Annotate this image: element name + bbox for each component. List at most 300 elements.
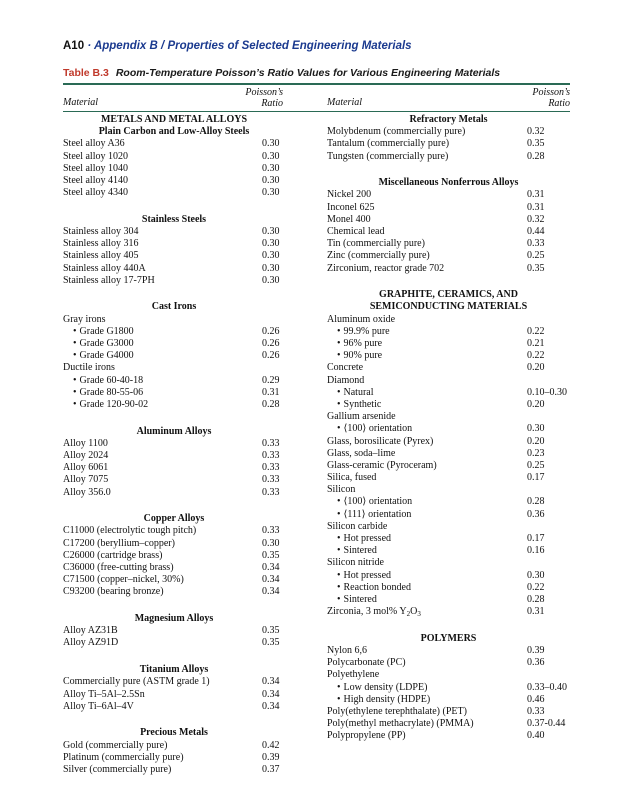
poissons-ratio-value: 0.22: [527, 325, 545, 337]
section-gap: [63, 599, 285, 611]
material-name: [337, 496, 412, 507]
poissons-ratio-value: 0.17: [527, 472, 545, 484]
material-name-text: Nylon 6,6: [327, 645, 367, 656]
material-name: [63, 175, 128, 186]
material-name-text: Natural: [343, 386, 374, 398]
material-name-text: C93200 (bearing bronze): [63, 586, 164, 598]
material-name: [327, 521, 387, 532]
subscript: 2: [406, 610, 411, 619]
material-name-text: Poly(methyl methacrylate) (PMMA): [327, 718, 474, 730]
poissons-ratio-value: 0.23: [527, 447, 545, 459]
left-column-header: [63, 84, 285, 111]
table-row: [63, 752, 285, 764]
material-name: [327, 448, 395, 459]
table-row: [63, 676, 285, 688]
material-header: Material: [63, 96, 98, 108]
material-name-text: C36000 (free-cutting brass): [63, 562, 174, 573]
material-name: [63, 238, 139, 249]
bullet: •: [73, 325, 77, 337]
ratio-header-line1: Poisson’s: [245, 87, 283, 98]
poissons-ratio-value: 0.33: [527, 705, 545, 717]
material-name: [73, 350, 134, 361]
table-row: [63, 487, 285, 499]
material-name-text: Alloy 2024: [63, 450, 109, 461]
bullet: •: [337, 581, 341, 593]
bullet: •: [73, 350, 77, 362]
poissons-ratio-value: 0.44: [527, 226, 545, 237]
material-header: Material: [327, 96, 362, 108]
section-title: Precious Metals: [140, 727, 208, 739]
material-name: [327, 226, 384, 237]
material-name-text: Steel alloy 4140: [63, 174, 128, 186]
poissons-ratio-value: 0.33: [262, 462, 280, 474]
section-gap: [63, 650, 285, 662]
material-name: [337, 326, 390, 337]
poissons-ratio-value: 0.30: [262, 150, 280, 162]
material-name: [337, 533, 391, 544]
material-name-text: Gallium arsenide: [327, 411, 396, 423]
section-subtitle: Plain Carbon and Low-Alloy Steels: [98, 126, 250, 138]
section-subtitle: SEMICONDUCTING MATERIALS: [369, 301, 528, 313]
subscript: 3: [417, 610, 421, 619]
poissons-ratio-value: 0.35: [262, 637, 280, 649]
material-name-text: Grade G4000: [79, 350, 134, 362]
material-name: [63, 450, 108, 461]
section-title: Miscellaneous Nonferrous Alloys: [378, 177, 519, 189]
material-name: [337, 387, 374, 398]
table-row: [327, 250, 570, 262]
material-name: [73, 326, 134, 337]
material-name: [327, 138, 449, 149]
material-name: [327, 706, 467, 717]
material-name-text: Grade 60-40-18: [79, 374, 144, 386]
material-name-text: High density (HDPE): [343, 693, 431, 705]
section-title: Cast Irons: [151, 301, 197, 313]
poissons-ratio-value: 0.17: [527, 533, 545, 544]
bullet: •: [337, 693, 341, 705]
material-name-text: Sintered: [343, 545, 377, 557]
material-name-text: ⟨100⟩ orientation: [343, 423, 413, 435]
material-name-text: Polypropylene (PP): [327, 730, 406, 742]
poissons-ratio-value: 0.26: [262, 325, 280, 337]
material-name-text: ⟨111⟩ orientation: [343, 508, 412, 520]
material-name: [337, 338, 382, 349]
bullet: •: [337, 593, 341, 605]
table-row: [63, 151, 285, 163]
material-name-text: Polyethylene: [327, 669, 380, 681]
material-name-text: Nickel 200: [327, 189, 372, 201]
material-name: [63, 764, 171, 775]
section-gap: [327, 163, 570, 175]
material-name: [63, 151, 128, 162]
table-row: [327, 557, 570, 569]
poissons-ratio-value: 0.31: [527, 189, 545, 201]
poissons-ratio-value: 0.37-0.44: [527, 718, 566, 730]
left-column-body: [63, 114, 285, 776]
material-name: [63, 538, 175, 549]
ratio-header-line2: Ratio: [261, 98, 283, 109]
poissons-ratio-value: 0.28: [527, 496, 545, 508]
table-row: [63, 637, 285, 649]
poissons-ratio-value: 0.35: [262, 625, 280, 637]
table-row: [327, 375, 570, 387]
poissons-ratio-value: 0.32: [527, 213, 545, 225]
table-row: [327, 682, 570, 694]
material-name-text: Alloy 1100: [63, 437, 108, 449]
table-row: [327, 362, 570, 374]
material-name: [337, 545, 377, 556]
header-slash: /: [161, 40, 165, 52]
material-name-text: Monel 400: [327, 213, 371, 225]
table-row: [327, 730, 570, 742]
poissons-ratio-value: 0.33: [527, 238, 545, 250]
material-name: [63, 550, 162, 561]
poissons-ratio-value: 0.22: [527, 350, 545, 362]
table-row: [63, 462, 285, 474]
material-name: [327, 151, 448, 162]
table-row: [327, 314, 570, 326]
material-name: [63, 562, 174, 573]
material-name: [63, 574, 184, 585]
material-name-text: Stainless alloy 316: [63, 238, 139, 250]
material-name: [63, 525, 196, 536]
table-row: [327, 238, 570, 250]
table-row: [63, 314, 285, 326]
poissons-ratio-value: 0.28: [527, 150, 545, 162]
section-gap: [63, 499, 285, 511]
bullet: •: [73, 374, 77, 386]
table-row: [327, 189, 570, 201]
poissons-ratio-value: 0.30: [262, 187, 280, 199]
table-row: [327, 594, 570, 606]
appendix-title: Properties of Selected Engineering Materials: [167, 40, 412, 52]
material-name-text: Glass, soda–lime: [327, 447, 396, 459]
material-name: [63, 474, 108, 485]
table-caption: [63, 67, 500, 79]
bullet: •: [337, 533, 341, 544]
table-row: [327, 126, 570, 138]
material-name: [327, 718, 474, 729]
material-name-text: Alloy 6061: [63, 462, 109, 474]
section-title: Copper Alloys: [143, 513, 205, 525]
table-row: [327, 533, 570, 545]
material-name: [327, 214, 371, 225]
material-name-text: Steel alloy 4340: [63, 187, 128, 199]
table-row: [327, 509, 570, 521]
material-name: [327, 238, 425, 249]
poissons-ratio-value: 0.33: [262, 450, 280, 461]
poissons-ratio-value: 0.21: [527, 338, 545, 349]
material-name: [337, 570, 391, 581]
poissons-ratio-value: 0.25: [527, 459, 545, 471]
material-name-text: Steel alloy 1040: [63, 162, 128, 174]
table-row: [63, 474, 285, 486]
poissons-ratio-value: 0.30: [262, 274, 280, 286]
material-name-text: Tin (commercially pure): [327, 238, 425, 250]
material-name-text: C26000 (cartridge brass): [63, 549, 163, 561]
material-name: [63, 689, 145, 700]
poissons-ratio-header: [532, 87, 570, 109]
poissons-ratio-value: 0.31: [527, 201, 545, 213]
table-row: [63, 326, 285, 338]
table-row: [63, 438, 285, 450]
poissons-ratio-value: 0.36: [527, 657, 545, 669]
poissons-ratio-value: 0.31: [262, 386, 280, 398]
material-name-text: Gray irons: [63, 313, 106, 325]
table-row: [327, 484, 570, 496]
material-name-text: Steel alloy A36: [63, 138, 125, 150]
material-name-text: Grade G3000: [79, 338, 134, 349]
poissons-ratio-value: 0.33: [262, 437, 280, 449]
material-name: [327, 263, 444, 274]
material-name: [327, 460, 437, 471]
bullet: •: [337, 545, 341, 557]
material-name-text: Grade 80-55-06: [79, 386, 144, 398]
material-name-text: Glass, borosilicate (Pyrex): [327, 435, 434, 447]
table-row: [327, 138, 570, 150]
material-name: [327, 472, 376, 483]
table-row: [327, 718, 570, 730]
material-name: [63, 163, 128, 174]
material-name-text: ⟨100⟩ orientation: [343, 496, 413, 508]
material-name-text: Alloy AZ91D: [63, 637, 119, 649]
material-name: [327, 557, 384, 568]
material-name-text: Silicon carbide: [327, 520, 388, 532]
table-row: [63, 764, 285, 776]
poissons-ratio-value: 0.34: [262, 562, 280, 573]
material-name-text: Stainless alloy 405: [63, 250, 139, 262]
table-row: [327, 263, 570, 275]
material-name: [327, 314, 395, 325]
section-gap: [63, 411, 285, 423]
bullet: •: [337, 423, 341, 435]
material-name-text: Tantalum (commercially pure): [327, 138, 450, 150]
poissons-ratio-value: 0.40: [527, 730, 545, 742]
section-gap: [63, 199, 285, 211]
poissons-ratio-value: 0.30: [262, 226, 280, 237]
material-name: [63, 187, 128, 198]
right-column-body: [327, 114, 570, 743]
table-title: Room-Temperature Poisson’s Ratio Values for Various Engineering Materials: [115, 67, 501, 79]
material-name: [73, 399, 148, 410]
formula-part: O: [410, 606, 418, 618]
page-number: A10: [63, 40, 85, 52]
poissons-ratio-value: 0.30: [262, 162, 280, 174]
poissons-ratio-value: 0.35: [262, 549, 280, 561]
material-name-text: Tungsten (commercially pure): [327, 150, 449, 162]
material-name-text: C11000 (electrolytic tough pitch): [63, 525, 197, 537]
poissons-ratio-value: 0.30: [262, 174, 280, 186]
material-name-text: Silicon nitride: [327, 557, 384, 569]
poissons-ratio-value: 0.34: [262, 586, 280, 598]
material-name: [327, 606, 421, 617]
ratio-header-line2: Ratio: [548, 98, 570, 109]
bullet: •: [337, 386, 341, 398]
material-name-text: Aluminum oxide: [327, 313, 396, 325]
bullet: •: [337, 508, 341, 520]
material-name-text: C17200 (beryllium–copper): [63, 537, 175, 549]
poissons-ratio-value: 0.16: [527, 545, 545, 557]
bullet: •: [337, 325, 341, 337]
poissons-ratio-value: 0.33–0.40: [527, 681, 567, 693]
table-row: [63, 387, 285, 399]
material-name: [63, 586, 164, 597]
right-column-header: [327, 84, 570, 111]
material-name: [63, 138, 125, 149]
poissons-ratio-value: 0.39: [262, 751, 280, 763]
table-row: [63, 275, 285, 287]
poissons-ratio-value: 0.39: [527, 645, 545, 656]
material-name: [327, 362, 363, 373]
material-name-text: Stainless alloy 440A: [63, 262, 146, 274]
table-row: [327, 645, 570, 657]
poissons-ratio-value: 0.30: [262, 262, 280, 274]
material-name-text: Alloy AZ31B: [63, 625, 118, 637]
table-row: [63, 525, 285, 537]
table-row: [327, 399, 570, 411]
poissons-ratio-value: 0.22: [527, 581, 545, 593]
section-title: METALS AND METAL ALLOYS: [100, 114, 248, 125]
bullet: •: [337, 350, 341, 362]
table-row: [63, 550, 285, 562]
material-name-text: Gold (commercially pure): [63, 739, 168, 751]
material-name: [327, 730, 406, 741]
poissons-ratio-value: 0.33: [262, 525, 280, 537]
table-row: [327, 496, 570, 508]
material-name-text: Silicon: [327, 484, 356, 496]
poissons-ratio-value: 0.26: [262, 350, 280, 362]
table-row: [63, 538, 285, 550]
material-name-text: 96% pure: [343, 338, 383, 349]
poissons-ratio-value: 0.34: [262, 688, 280, 700]
material-name: [327, 669, 379, 680]
poissons-ratio-value: 0.31: [527, 606, 545, 618]
table-row: [327, 326, 570, 338]
material-name-text: Sintered: [343, 593, 377, 605]
table-row: [63, 625, 285, 637]
material-name: [63, 487, 111, 498]
table-row: [63, 450, 285, 462]
material-name-text: Hot pressed: [343, 569, 392, 581]
section-title: Magnesium Alloys: [134, 613, 214, 625]
table-row: [63, 138, 285, 150]
table-row: [327, 350, 570, 362]
material-name: [63, 637, 118, 648]
poissons-ratio-value: 0.46: [527, 693, 545, 705]
table-row: [63, 399, 285, 411]
table-row: [327, 545, 570, 557]
material-name: [63, 752, 184, 763]
poissons-ratio-value: 0.28: [527, 593, 545, 605]
table-row: [63, 263, 285, 275]
material-name: [63, 362, 115, 373]
header-separator: ·: [87, 40, 92, 52]
material-name: [63, 701, 134, 712]
material-name: [327, 484, 355, 495]
bullet: •: [73, 398, 77, 410]
material-name: [63, 226, 139, 237]
table-row: [63, 175, 285, 187]
material-name-text: Alloy 356.0: [63, 486, 111, 498]
table-row: [327, 606, 570, 618]
material-name: [73, 375, 143, 386]
poissons-ratio-value: 0.28: [262, 398, 280, 410]
table-row: [63, 238, 285, 250]
table-row: [63, 250, 285, 262]
material-name: [327, 202, 375, 213]
material-name-text: Diamond: [327, 374, 365, 386]
poissons-ratio-value: 0.34: [262, 574, 280, 586]
material-name-text: Alloy Ti–6Al–4V: [63, 700, 134, 712]
table-label: Table B.3: [63, 67, 109, 79]
table-row: [327, 338, 570, 350]
table-row: [327, 694, 570, 706]
poissons-ratio-value: 0.20: [527, 435, 545, 447]
table-row: [327, 423, 570, 435]
material-name: [63, 438, 108, 449]
poissons-ratio-value: 0.34: [262, 676, 280, 688]
material-name: [327, 645, 367, 656]
section-title: GRAPHITE, CERAMICS, AND: [379, 289, 518, 301]
material-name-text: Glass-ceramic (Pyroceram): [327, 459, 437, 471]
material-name: [63, 462, 108, 473]
table-row: [327, 570, 570, 582]
poissons-ratio-value: 0.29: [262, 374, 280, 386]
section-title: Stainless Steels: [141, 213, 207, 225]
table-row: [63, 574, 285, 586]
section-gap: [63, 287, 285, 299]
material-name: [63, 250, 139, 261]
poissons-ratio-value: 0.33: [262, 474, 280, 486]
table-row: [327, 460, 570, 472]
section-gap: [63, 713, 285, 725]
table-row: [327, 472, 570, 484]
poissons-ratio-value: 0.30: [527, 423, 545, 435]
appendix-label: Appendix B: [93, 40, 158, 52]
material-name-text: Stainless alloy 304: [63, 226, 139, 237]
table-row: [327, 387, 570, 399]
poissons-ratio-value: 0.10–0.30: [527, 386, 567, 398]
table-row: [327, 657, 570, 669]
table-row: [327, 669, 570, 681]
material-name-text: Grade G1800: [79, 325, 134, 337]
bullet: •: [337, 569, 341, 581]
poissons-ratio-value: 0.36: [527, 508, 545, 520]
section-gap: [327, 618, 570, 630]
material-name: [337, 682, 427, 693]
material-name-text: Inconel 625: [327, 201, 375, 213]
table-row: [327, 214, 570, 226]
material-name-text: Grade 120-90-02: [79, 398, 149, 410]
material-name-text: Ductile irons: [63, 362, 115, 374]
poissons-ratio-value: 0.26: [262, 338, 280, 349]
material-name: [327, 375, 364, 386]
bullet: •: [73, 386, 77, 398]
section-title: Refractory Metals: [409, 114, 488, 125]
table-row: [63, 226, 285, 238]
material-name: [63, 275, 155, 286]
poissons-ratio-value: 0.30: [262, 238, 280, 250]
material-name: [63, 625, 118, 636]
material-name-text: Commercially pure (ASTM grade 1): [63, 676, 210, 688]
material-name: [63, 314, 106, 325]
table-row: [63, 689, 285, 701]
poissons-ratio-value: 0.20: [527, 398, 545, 410]
material-name-text: Concrete: [327, 362, 364, 374]
table-row: [63, 187, 285, 199]
material-name: [73, 387, 143, 398]
material-name: [63, 740, 167, 751]
